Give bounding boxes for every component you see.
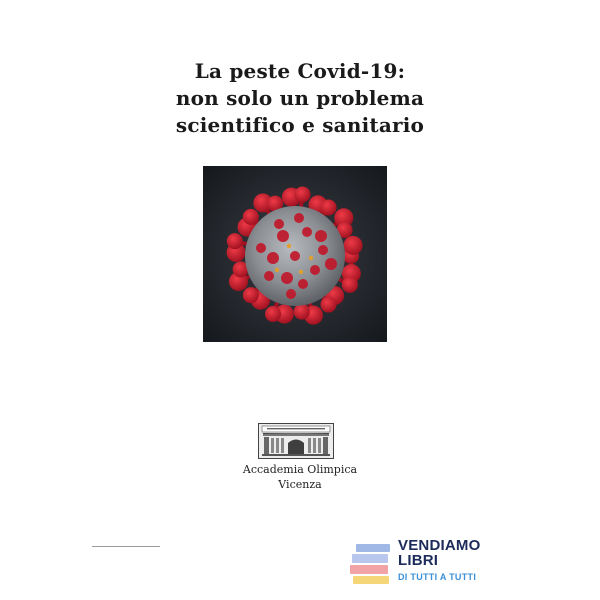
- spike-head: [321, 297, 337, 313]
- surface-spike: [315, 230, 327, 242]
- spike-head: [321, 199, 337, 215]
- coronavirus-image: [203, 166, 387, 342]
- coronavirus-illustration: [203, 166, 387, 342]
- spike-head: [294, 304, 310, 320]
- publisher: [0, 462, 600, 492]
- publisher-name: Accademia Olimpica: [242, 463, 358, 476]
- vendiamo-libri-watermark: [350, 536, 490, 588]
- surface-spike: [290, 251, 300, 261]
- publisher-city: Vicenza: [278, 478, 322, 491]
- surface-spike: [281, 272, 293, 284]
- brand-text: [398, 538, 480, 583]
- spike-head: [243, 209, 259, 225]
- spike-head: [294, 186, 310, 202]
- surface-spike: [325, 258, 337, 270]
- surface-spike: [267, 252, 279, 264]
- surface-spike: [264, 271, 274, 281]
- surface-protein: [287, 244, 291, 248]
- academy-building-icon: [259, 424, 333, 458]
- surface-protein: [299, 270, 303, 274]
- title-line-1: La peste Covid-19:: [194, 59, 406, 83]
- surface-spike: [286, 289, 296, 299]
- books-stack-icon: [350, 540, 392, 586]
- surface-spike: [294, 213, 304, 223]
- surface-spike: [310, 265, 320, 275]
- surface-spike: [256, 243, 266, 253]
- spike-head: [243, 287, 259, 303]
- brand-line-1: VENDIAMO: [398, 537, 481, 554]
- surface-spike: [318, 245, 328, 255]
- surface-spike: [298, 279, 308, 289]
- brand-line-2: LIBRI: [398, 552, 439, 569]
- surface-protein: [275, 268, 279, 272]
- book-title: [0, 58, 600, 139]
- surface-protein: [309, 256, 313, 260]
- spike-head: [342, 277, 358, 293]
- surface-spike: [274, 219, 284, 229]
- surface-spike: [302, 227, 312, 237]
- scan-artifact-line: [92, 546, 160, 547]
- surface-spike: [277, 230, 289, 242]
- title-line-2: non solo un problema: [175, 86, 425, 110]
- brand-tagline: DI TUTTI A TUTTI: [398, 572, 477, 582]
- spike-head: [265, 306, 281, 322]
- spike-head: [344, 236, 363, 255]
- spike-head: [227, 233, 243, 249]
- academy-emblem: [258, 423, 334, 459]
- title-line-3: scientifico e sanitario: [175, 113, 425, 137]
